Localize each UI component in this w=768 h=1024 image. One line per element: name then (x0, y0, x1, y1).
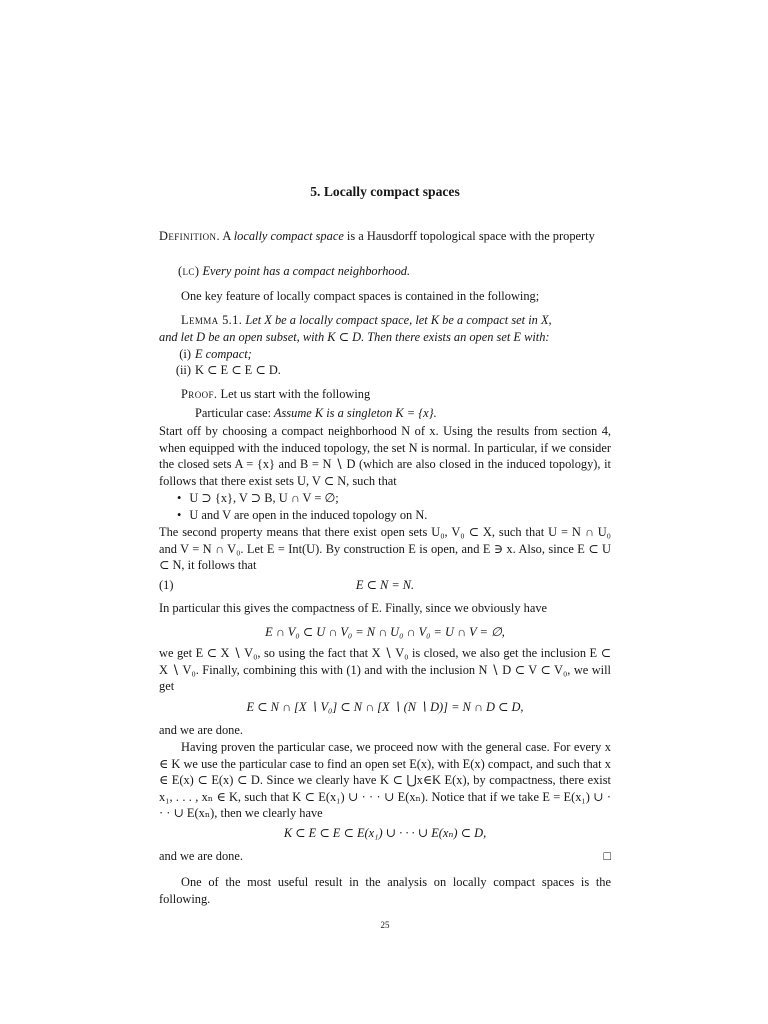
equation-1-body: E ⊂ N = N. (355, 578, 415, 592)
done-2: and we are done. (159, 849, 243, 863)
lc-tag: (lc) (178, 264, 200, 278)
proof-paragraph-1: Start off by choosing a compact neighborhood N of x. Using the results from section 4, when equipped with the induced topology, the set N is normal. In particular, if we consider the closed sets A = {x} and B = N ∖ D (which are also closed in the induced topology), it follows that there exist sets U, V ⊂ N, such that (159, 424, 611, 488)
proof-end (159, 848, 611, 865)
equation-3-body: E ⊂ N ∩ [X ∖ V₀] ⊂ N ∩ [X ∖ (N ∖ D)] = N ∩ D ⊂ D, (246, 700, 524, 714)
bullet-item-2: • U and V are open in the induced topology on N. (191, 507, 611, 524)
equation-3 (159, 699, 611, 716)
definition-text-1: A (219, 229, 234, 243)
done-1: and we are done. (159, 723, 243, 737)
equation-4 (159, 825, 611, 842)
lemma-head: Lemma 5.1. (181, 313, 243, 327)
definition-head: Definition. (159, 229, 220, 243)
page-number: 25 (380, 920, 390, 930)
equation-4-body: K ⊂ E ⊂ E ⊂ E(x₁) ∪ · · · ∪ E(xₙ) ⊂ D, (283, 826, 487, 840)
lemma-line-2: and let D be an open subset, with K ⊂ D. Then there exists an open set E with: (159, 329, 550, 344)
proof-paragraph-4: we get E ⊂ X ∖ V₀, so using the fact that X ∖ V₀ is closed, we also get the inclusion E ⊂ X ∖ V₀. Finally, combining this with (1) and with the inclusion N ∖ D ⊂ V ⊂ V₀, we will get (159, 646, 611, 694)
equation-1-number: (1) (159, 578, 174, 592)
lemma-item-2 (159, 362, 611, 379)
lemma-item-1 (159, 346, 611, 363)
proof-start-text: Let us start with the following (217, 387, 371, 401)
proof-start (159, 386, 611, 403)
particular-case (195, 405, 611, 422)
intro-paragraph: One key feature of locally compact spaces is contained in the following; (181, 289, 540, 303)
proof-paragraph-3: In particular this gives the compactness of E. Finally, since we obviously have (159, 601, 548, 615)
proof-paragraph-2: The second property means that there exist open sets U₀, V₀ ⊂ X, such that U = N ∩ U₀ and V = N ∩ V₀. Let E = Int(U). By construction E is open, and E ∋ x. Also, since E ⊂ U ⊂ N, it follows that (159, 525, 611, 573)
lemma-item-2-text: K ⊂ E ⊂ E ⊂ D. (195, 363, 281, 377)
particular-case-label: Particular case: (195, 406, 272, 420)
definition-term: locally compact space (233, 229, 344, 243)
bullet-list (159, 490, 611, 523)
lemma-item-1-num: (i) (179, 347, 191, 361)
lemma (159, 312, 611, 345)
lc-text: Every point has a compact neighborhood. (199, 264, 411, 278)
equation-2 (159, 624, 611, 641)
lc-property (178, 263, 611, 280)
equation-1 (159, 577, 611, 594)
closing-paragraph: One of the most useful result in the analysis on locally compact spaces is the following. (159, 875, 611, 906)
qed-symbol: □ (603, 849, 611, 863)
lemma-line-1: Let X be a locally compact space, let K be a compact set in X, (242, 313, 552, 327)
equation-2-body: E ∩ V₀ ⊂ U ∩ V₀ = N ∩ U₀ ∩ V₀ = U ∩ V = ∅, (265, 625, 505, 639)
lemma-item-1-text: E compact; (195, 347, 252, 361)
definition-text-2: is a Hausdorff topological space with the property (343, 229, 595, 243)
proof-head: Proof. (181, 387, 218, 401)
section-title: 5. Locally compact spaces (310, 184, 460, 199)
lemma-item-2-num: (ii) (175, 363, 191, 377)
bullet-item-1: • U ⊃ {x}, V ⊃ B, U ∩ V = ∅; (191, 490, 611, 507)
proof-paragraph-5: Having proven the particular case, we proceed now with the general case. For every x ∈ K we use the particular case to find an open set E(x), with E(x) compact, and such that x ∈ E(x) ⊂ E(x) ⊂ D. Since we clearly have K ⊂ ⋃x∈K E(x), by compactness, there exist x₁, . . . , xₙ ∈ K, such that K ⊂ E(x₁) ∪ · · · ∪ E(xₙ). Notice that if we take E = E(x₁) ∪ · · · ∪ E(xₙ), then we clearly have (159, 740, 611, 821)
definition (159, 228, 611, 245)
particular-case-text: Assume K is a singleton K = {x}. (271, 406, 437, 420)
